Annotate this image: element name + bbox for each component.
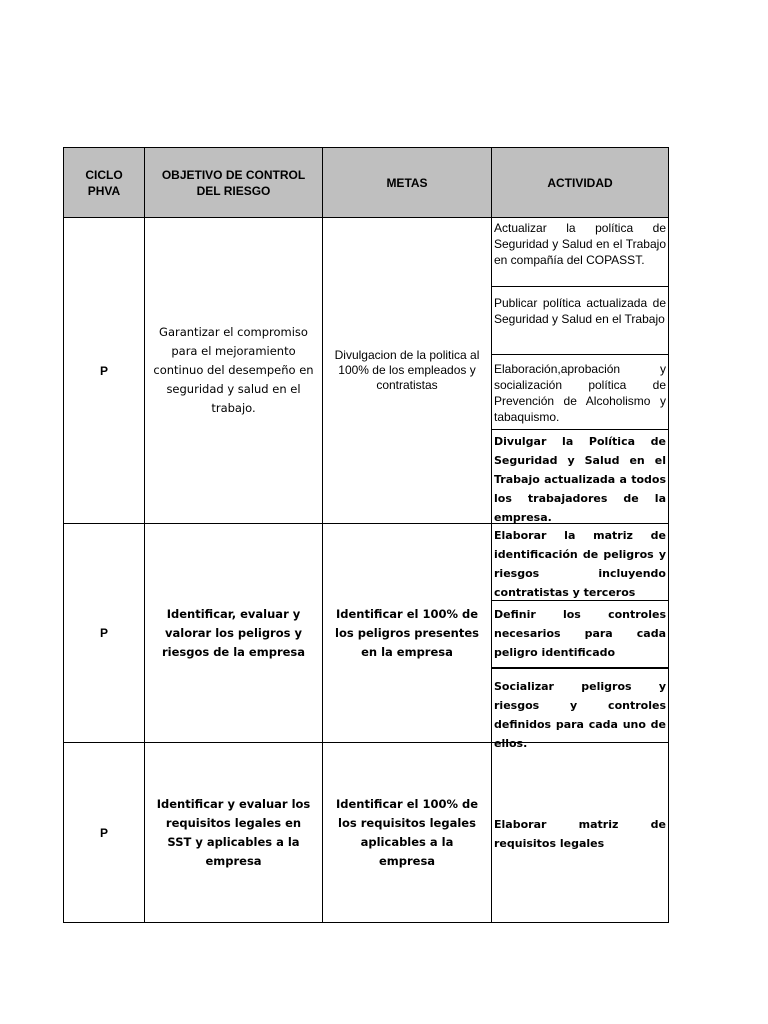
meta-text: Identificar el 100% de los peligros presentes en la empresa: [335, 606, 479, 659]
table-row-1-actividades: [492, 218, 668, 524]
table-row-2-meta: [323, 524, 492, 743]
activity-item: Divulgar la Política de Seguridad y Salud en el Trabajo actualizada a todos los trabajadores de la empresa.: [492, 429, 668, 527]
ciclo-value: P: [99, 825, 108, 840]
activity-item: Elaboración,aprobación y socialización política de Prevención de Alcoholismo y tabaquismo.: [492, 354, 668, 429]
activity-item: Publicar política actualizada de Seguridad y Salud en el Trabajo: [492, 286, 668, 354]
header-objetivo-label: OBJETIVO DE CONTROL DEL RIESGO: [161, 167, 306, 198]
ciclo-value: P: [99, 363, 108, 378]
header-ciclo-label: CICLO PHVA: [85, 167, 123, 198]
header-objetivo: [145, 148, 323, 218]
activity-item: Definir los controles necesarios para cada peligro identificado: [492, 600, 668, 667]
header-ciclo-phva: [64, 148, 145, 218]
table-row-2-actividades: [492, 524, 668, 750]
objetivo-text: Garantizar el compromiso para el mejoramiento continuo del desempeño en seguridad y salud en el trabajo.: [153, 325, 314, 415]
table-row-2-objetivo: [145, 524, 323, 743]
header-metas-label: METAS: [386, 175, 428, 190]
table-row-3-actividades: [492, 743, 668, 922]
activity-item: Actualizar la política de Seguridad y Salud en el Trabajo en compañía del COPASST.: [494, 221, 666, 267]
header-actividad-label: ACTIVIDAD: [547, 175, 613, 190]
activity-item: Socializar peligros y riesgos y controles definidos para cada uno de ellos.: [492, 667, 668, 753]
table-row-3-objetivo: [145, 743, 323, 922]
meta-text: Identificar el 100% de los requisitos legales aplicables a la empresa: [335, 796, 479, 868]
table-row-1-ciclo: [64, 218, 145, 524]
risk-control-table: [63, 147, 669, 923]
table-row-2-ciclo: [64, 524, 145, 743]
table-row-3-meta: [323, 743, 492, 922]
objetivo-text: Identificar y evaluar los requisitos legales en SST y aplicables a la empresa: [156, 796, 311, 868]
meta-text: Divulgacion de la politica al 100% de los empleados y contratistas: [334, 348, 480, 392]
activity-text: Elaborar matriz de requisitos legales: [494, 817, 666, 850]
ciclo-value: P: [99, 626, 108, 640]
objetivo-text: Identificar, evaluar y valorar los peligros y riesgos de la empresa: [161, 606, 306, 659]
header-metas: [323, 148, 492, 218]
table-row-1-meta: [323, 218, 492, 524]
table-row-3-ciclo: [64, 743, 145, 922]
header-actividad: [492, 148, 668, 218]
table-row-1-objetivo: [145, 218, 323, 524]
activity-item: [492, 743, 668, 922]
activity-item: Elaborar la matriz de identificación de peligros y riesgos incluyendo contratistas y terceros: [494, 529, 666, 599]
